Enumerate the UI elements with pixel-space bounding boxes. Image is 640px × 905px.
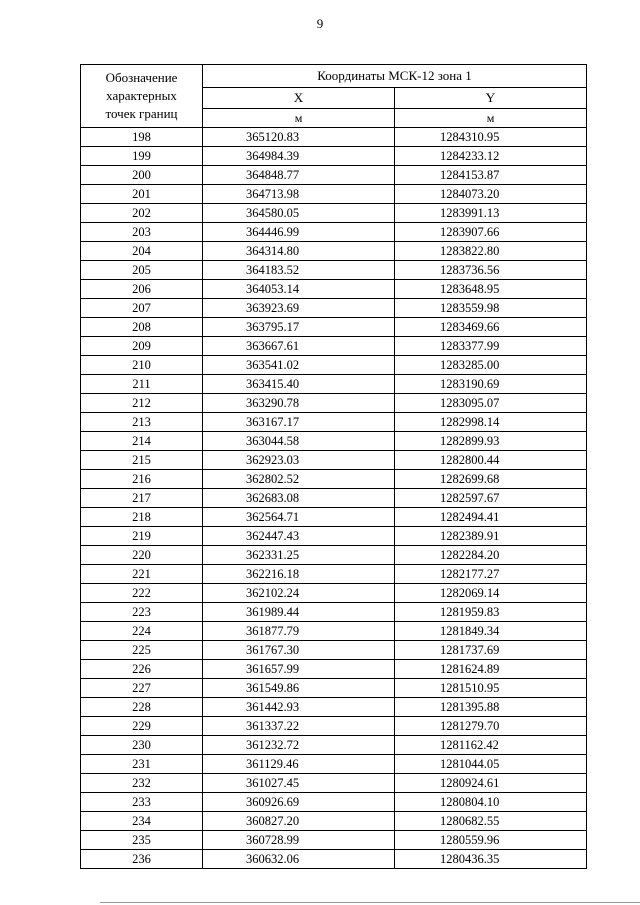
x-coordinate-cell: 363415.40 [203, 375, 395, 394]
y-coordinate-cell: 1282998.14 [395, 413, 587, 432]
designation-header-line-2: характерных [106, 88, 177, 103]
point-number-cell: 235 [81, 831, 203, 850]
point-number-cell: 231 [81, 755, 203, 774]
point-number-cell: 214 [81, 432, 203, 451]
table-row [81, 565, 587, 584]
table-row [81, 299, 587, 318]
point-number-cell: 216 [81, 470, 203, 489]
page-edge-line [100, 902, 640, 903]
x-coordinate-cell: 364713.98 [203, 185, 395, 204]
table-row [81, 546, 587, 565]
coordinates-header: Координаты МСК-12 зона 1 [203, 65, 587, 88]
point-number-cell: 207 [81, 299, 203, 318]
x-coordinate-cell: 361027.45 [203, 774, 395, 793]
y-coordinate-cell: 1282800.44 [395, 451, 587, 470]
x-coordinate-cell: 364446.99 [203, 223, 395, 242]
table-row [81, 185, 587, 204]
designation-header [81, 65, 203, 128]
y-coordinate-cell: 1280924.61 [395, 774, 587, 793]
x-coordinate-cell: 360926.69 [203, 793, 395, 812]
table-row [81, 223, 587, 242]
table-row [81, 204, 587, 223]
y-coordinate-cell: 1281395.88 [395, 698, 587, 717]
table-row [81, 584, 587, 603]
x-coordinate-cell: 364053.14 [203, 280, 395, 299]
point-number-cell: 198 [81, 128, 203, 147]
table-row [81, 470, 587, 489]
x-coordinate-cell: 360827.20 [203, 812, 395, 831]
table-row [81, 812, 587, 831]
x-coordinate-cell: 363167.17 [203, 413, 395, 432]
y-coordinate-cell: 1282699.68 [395, 470, 587, 489]
y-coordinate-cell: 1281959.83 [395, 603, 587, 622]
y-header: Y [395, 88, 587, 109]
x-coordinate-cell: 360632.06 [203, 850, 395, 869]
point-number-cell: 234 [81, 812, 203, 831]
y-coordinate-cell: 1283648.95 [395, 280, 587, 299]
y-coordinate-cell: 1282284.20 [395, 546, 587, 565]
x-unit: м [203, 109, 395, 128]
page-number: 9 [316, 16, 324, 31]
y-coordinate-cell: 1282389.91 [395, 527, 587, 546]
point-number-cell: 206 [81, 280, 203, 299]
point-number-cell: 236 [81, 850, 203, 869]
y-coordinate-cell: 1283095.07 [395, 394, 587, 413]
designation-header-line-3: точек границ [105, 106, 178, 121]
point-number-cell: 213 [81, 413, 203, 432]
table-row [81, 736, 587, 755]
x-coordinate-cell: 362102.24 [203, 584, 395, 603]
table-row [81, 793, 587, 812]
point-number-cell: 199 [81, 147, 203, 166]
x-coordinate-cell: 360728.99 [203, 831, 395, 850]
y-coordinate-cell: 1283907.66 [395, 223, 587, 242]
y-coordinate-cell: 1282069.14 [395, 584, 587, 603]
table-row [81, 128, 587, 147]
point-number-cell: 201 [81, 185, 203, 204]
x-coordinate-cell: 363923.69 [203, 299, 395, 318]
point-number-cell: 222 [81, 584, 203, 603]
x-coordinate-cell: 361232.72 [203, 736, 395, 755]
y-coordinate-cell: 1284153.87 [395, 166, 587, 185]
table-row [81, 717, 587, 736]
table-row [81, 489, 587, 508]
table-row [81, 641, 587, 660]
table-row [81, 337, 587, 356]
point-number-cell: 208 [81, 318, 203, 337]
table-row [81, 166, 587, 185]
y-coordinate-cell: 1282177.27 [395, 565, 587, 584]
x-coordinate-cell: 361549.86 [203, 679, 395, 698]
y-coordinate-cell: 1280682.55 [395, 812, 587, 831]
designation-header-line-1: Обозначение [105, 70, 178, 85]
table-row [81, 508, 587, 527]
x-header: X [203, 88, 395, 109]
point-number-cell: 225 [81, 641, 203, 660]
table-row [81, 774, 587, 793]
point-number-cell: 218 [81, 508, 203, 527]
point-number-cell: 202 [81, 204, 203, 223]
y-unit: м [395, 109, 587, 128]
x-coordinate-cell: 362802.52 [203, 470, 395, 489]
table-row [81, 242, 587, 261]
table-row [81, 261, 587, 280]
x-coordinate-cell: 361337.22 [203, 717, 395, 736]
y-coordinate-cell: 1283991.13 [395, 204, 587, 223]
x-coordinate-cell: 361657.99 [203, 660, 395, 679]
table-row [81, 432, 587, 451]
x-coordinate-cell: 362447.43 [203, 527, 395, 546]
table-row [81, 698, 587, 717]
point-number-cell: 200 [81, 166, 203, 185]
point-number-cell: 219 [81, 527, 203, 546]
x-coordinate-cell: 364314.80 [203, 242, 395, 261]
table-row [81, 527, 587, 546]
y-coordinate-cell: 1283469.66 [395, 318, 587, 337]
table-row [81, 356, 587, 375]
table-row [81, 603, 587, 622]
x-coordinate-cell: 363795.17 [203, 318, 395, 337]
table-row [81, 413, 587, 432]
y-coordinate-cell: 1283285.00 [395, 356, 587, 375]
point-number-cell: 212 [81, 394, 203, 413]
point-number-cell: 226 [81, 660, 203, 679]
coordinates-table [80, 64, 587, 869]
point-number-cell: 228 [81, 698, 203, 717]
x-coordinate-cell: 363044.58 [203, 432, 395, 451]
y-coordinate-cell: 1283190.69 [395, 375, 587, 394]
y-coordinate-cell: 1282899.93 [395, 432, 587, 451]
point-number-cell: 220 [81, 546, 203, 565]
table-row [81, 147, 587, 166]
y-coordinate-cell: 1283736.56 [395, 261, 587, 280]
point-number-cell: 210 [81, 356, 203, 375]
table-row [81, 831, 587, 850]
x-coordinate-cell: 361442.93 [203, 698, 395, 717]
y-coordinate-cell: 1280804.10 [395, 793, 587, 812]
point-number-cell: 203 [81, 223, 203, 242]
table-row [81, 451, 587, 470]
table-row [81, 679, 587, 698]
y-coordinate-cell: 1281044.05 [395, 755, 587, 774]
y-coordinate-cell: 1283377.99 [395, 337, 587, 356]
y-coordinate-cell: 1283822.80 [395, 242, 587, 261]
y-coordinate-cell: 1284073.20 [395, 185, 587, 204]
x-coordinate-cell: 363290.78 [203, 394, 395, 413]
x-coordinate-cell: 361767.30 [203, 641, 395, 660]
point-number-cell: 217 [81, 489, 203, 508]
y-coordinate-cell: 1284310.95 [395, 128, 587, 147]
point-number-cell: 211 [81, 375, 203, 394]
point-number-cell: 233 [81, 793, 203, 812]
x-coordinate-cell: 365120.83 [203, 128, 395, 147]
point-number-cell: 230 [81, 736, 203, 755]
y-coordinate-cell: 1281162.42 [395, 736, 587, 755]
y-coordinate-cell: 1280559.96 [395, 831, 587, 850]
point-number-cell: 215 [81, 451, 203, 470]
x-coordinate-cell: 362683.08 [203, 489, 395, 508]
table-row [81, 660, 587, 679]
x-coordinate-cell: 363541.02 [203, 356, 395, 375]
x-coordinate-cell: 364580.05 [203, 204, 395, 223]
point-number-cell: 204 [81, 242, 203, 261]
y-coordinate-cell: 1281849.34 [395, 622, 587, 641]
point-number-cell: 232 [81, 774, 203, 793]
point-number-cell: 227 [81, 679, 203, 698]
x-coordinate-cell: 361877.79 [203, 622, 395, 641]
table-row [81, 850, 587, 869]
x-coordinate-cell: 361989.44 [203, 603, 395, 622]
x-coordinate-cell: 363667.61 [203, 337, 395, 356]
point-number-cell: 223 [81, 603, 203, 622]
table-row [81, 394, 587, 413]
table-row [81, 622, 587, 641]
x-coordinate-cell: 361129.46 [203, 755, 395, 774]
point-number-cell: 221 [81, 565, 203, 584]
table-row [81, 755, 587, 774]
x-coordinate-cell: 362923.03 [203, 451, 395, 470]
point-number-cell: 205 [81, 261, 203, 280]
x-coordinate-cell: 364984.39 [203, 147, 395, 166]
point-number-cell: 209 [81, 337, 203, 356]
point-number-cell: 224 [81, 622, 203, 641]
table-row [81, 318, 587, 337]
x-coordinate-cell: 364183.52 [203, 261, 395, 280]
y-coordinate-cell: 1282494.41 [395, 508, 587, 527]
x-coordinate-cell: 362331.25 [203, 546, 395, 565]
y-coordinate-cell: 1281737.69 [395, 641, 587, 660]
y-coordinate-cell: 1280436.35 [395, 850, 587, 869]
y-coordinate-cell: 1283559.98 [395, 299, 587, 318]
table-row [81, 375, 587, 394]
y-coordinate-cell: 1281510.95 [395, 679, 587, 698]
y-coordinate-cell: 1282597.67 [395, 489, 587, 508]
table-row [81, 280, 587, 299]
y-coordinate-cell: 1281624.89 [395, 660, 587, 679]
y-coordinate-cell: 1281279.70 [395, 717, 587, 736]
x-coordinate-cell: 362216.18 [203, 565, 395, 584]
y-coordinate-cell: 1284233.12 [395, 147, 587, 166]
point-number-cell: 229 [81, 717, 203, 736]
x-coordinate-cell: 362564.71 [203, 508, 395, 527]
x-coordinate-cell: 364848.77 [203, 166, 395, 185]
